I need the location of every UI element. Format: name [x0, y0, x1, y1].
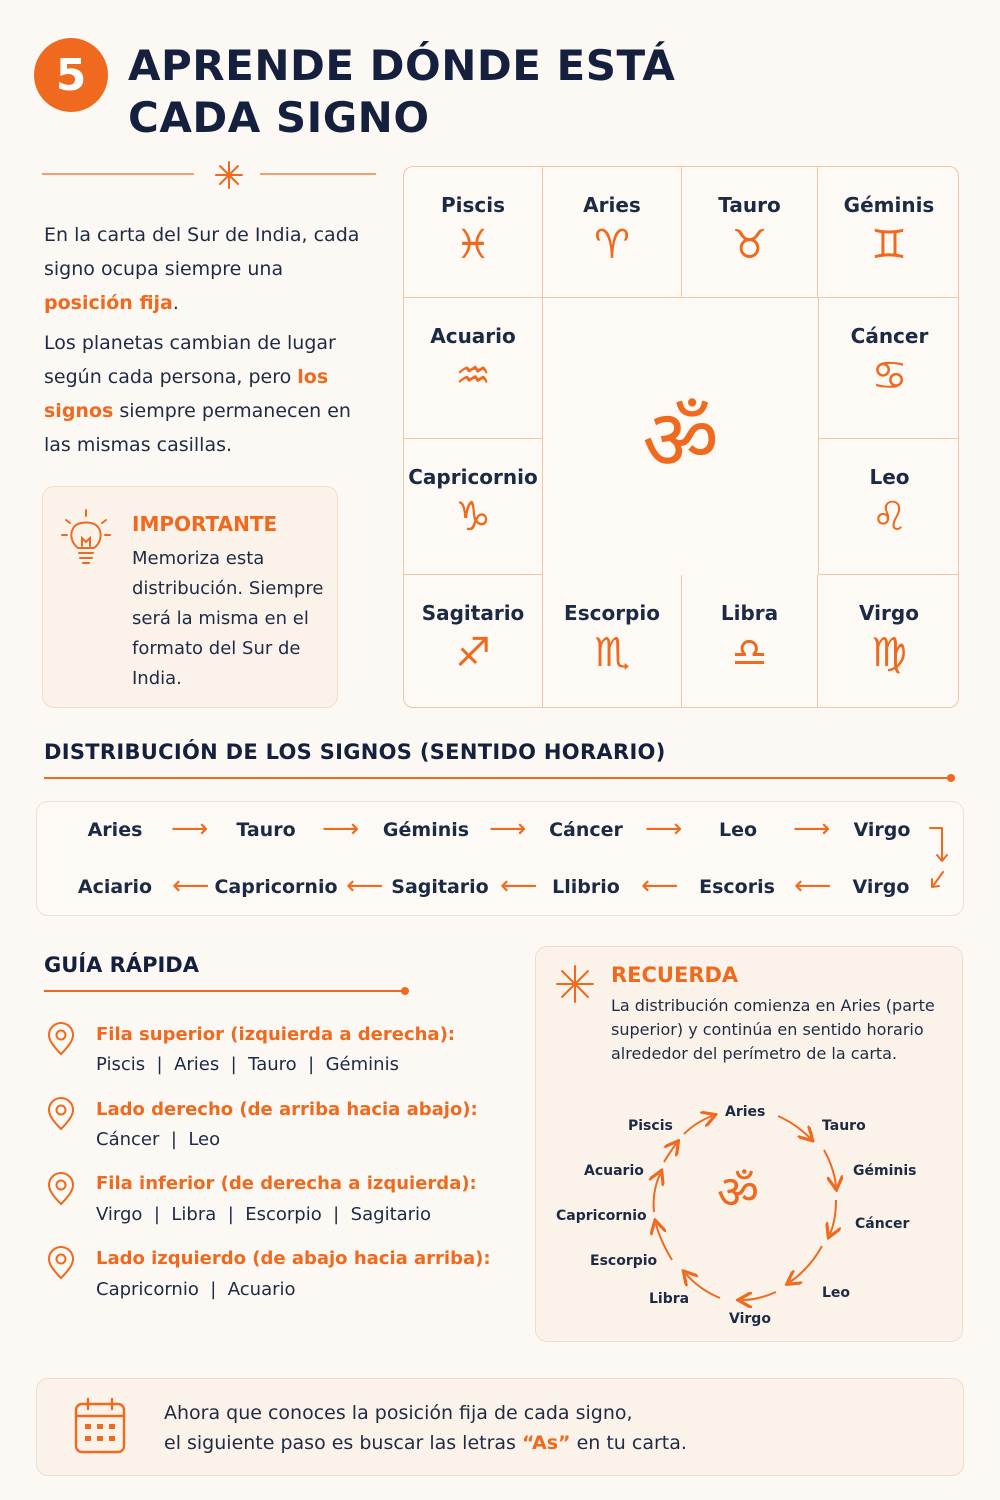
- chart-cell-geminis: Géminis ♊: [818, 167, 959, 298]
- om-symbol: ॐ: [717, 1165, 759, 1219]
- chart-cell-leo: Leo ♌: [818, 439, 959, 575]
- gemini-icon: ♊: [871, 222, 907, 268]
- guide-item-values: Virgo | Libra | Escorpio | Sagitario: [96, 1204, 432, 1225]
- step-number-badge: 5: [34, 38, 108, 112]
- footer-text: [164, 1398, 864, 1458]
- aries-icon: ♈: [594, 222, 630, 268]
- title-line-1: APRENDE DÓNDE ESTÁ: [128, 41, 676, 90]
- arrow-right-icon: ⟶: [793, 814, 831, 844]
- arrow-left-icon: ⟵: [500, 871, 538, 901]
- chart-cell-cancer: Cáncer ♋: [818, 298, 959, 439]
- important-title: IMPORTANTE: [132, 512, 278, 536]
- chart-cell-escorpio: Escorpio ♏: [543, 575, 682, 708]
- quick-guide-underline: [44, 990, 404, 992]
- chart-cell-aries: Aries ♈: [543, 167, 682, 298]
- footer-highlight: “As”: [522, 1432, 571, 1454]
- distribution-title: DISTRIBUCIÓN DE LOS SIGNOS (SENTIDO HORARIO): [44, 740, 666, 764]
- taurus-icon: ♉: [731, 222, 768, 268]
- guide-item-values: Piscis | Aries | Tauro | Géminis: [96, 1054, 399, 1075]
- page-title: [128, 40, 688, 144]
- flow-item: Virgo: [852, 876, 910, 898]
- guide-item-heading: Fila superior (izquierda a derecha):: [96, 1024, 455, 1045]
- wheel-label: Tauro: [822, 1118, 866, 1134]
- chart-cell-piscis: Piscis ♓: [404, 167, 543, 298]
- flow-item: Escoris: [699, 876, 775, 898]
- chart-center: [543, 298, 818, 575]
- arrow-right-icon: ⟶: [645, 814, 683, 844]
- wheel-label: Libra: [649, 1291, 690, 1307]
- map-pin-icon: [46, 1097, 76, 1131]
- intro-text: [44, 218, 364, 468]
- map-pin-icon: [46, 1172, 76, 1206]
- guide-item-heading: Lado derecho (de arriba hacia abajo):: [96, 1099, 478, 1120]
- cancer-icon: ♋: [871, 353, 908, 399]
- title-line-2: CADA SIGNO: [128, 93, 430, 142]
- arrow-left-icon: ⟵: [641, 871, 679, 901]
- distribution-underline: [44, 777, 950, 779]
- wheel-label: Virgo: [729, 1311, 771, 1327]
- chart-cell-virgo: Virgo ♍: [859, 601, 919, 676]
- footer-line-1: Ahora que conoces la posición fija de cada signo,: [164, 1402, 633, 1424]
- quick-guide-underline-dot: [401, 987, 409, 995]
- om-symbol: ॐ: [642, 391, 719, 489]
- arrow-left-icon: ⟵: [172, 871, 210, 901]
- important-text: Memoriza esta distribución. Siempre será la misma en el formato del Sur de India.: [132, 548, 324, 689]
- flow-item: Aciario: [77, 876, 153, 898]
- calendar-icon: [72, 1396, 128, 1460]
- chart-cell-tauro: Tauro ♉: [682, 167, 818, 298]
- distribution-underline-dot: [947, 774, 955, 782]
- chart-cell-sagitario: Sagitario ♐: [404, 575, 543, 708]
- arrow-right-icon: ⟶: [171, 814, 209, 844]
- pisces-icon: ♓: [455, 222, 491, 268]
- wheel-label: Capricornio: [556, 1208, 647, 1224]
- wheel-label: Escorpio: [590, 1253, 658, 1269]
- lightbulb-icon: [60, 508, 112, 572]
- aquarius-icon: ♒: [455, 353, 491, 399]
- flow-item: Tauro: [236, 819, 296, 841]
- sagittarius-icon: ♐: [455, 630, 491, 676]
- arrow-right-icon: ⟶: [489, 814, 527, 844]
- guide-item-heading: Lado izquierdo (de abajo hacia arriba):: [96, 1248, 491, 1269]
- flow-item: Cáncer: [549, 819, 623, 841]
- wheel-label: Géminis: [853, 1163, 917, 1179]
- remember-text: La distribución comienza en Aries (parte superior) y continúa en sentido horario alrededor del perímetro de la carta.: [611, 996, 935, 1063]
- sparkle-icon: [214, 160, 244, 194]
- wheel-label: Acuario: [584, 1163, 644, 1179]
- chart-cell-acuario: Acuario ♒: [404, 298, 543, 439]
- remember-title: RECUERDA: [611, 963, 739, 987]
- intro-paragraph-2: Los planetas cambian de lugar según cada persona, pero los signos siempre permanecen en las mismas casillas.: [44, 332, 351, 456]
- flow-item: Capricornio: [214, 876, 338, 898]
- chart-cell-libra: Libra ♎: [682, 575, 818, 708]
- quick-guide-title: GUÍA RÁPIDA: [44, 953, 199, 977]
- wheel-label: Cáncer: [855, 1216, 910, 1232]
- map-pin-icon: [46, 1246, 76, 1280]
- leo-icon: ♌: [871, 494, 908, 540]
- capricorn-icon: ♑: [455, 494, 491, 540]
- virgo-icon: ♍: [871, 630, 907, 676]
- scorpio-icon: ♏: [594, 630, 630, 676]
- wheel-label: Piscis: [628, 1118, 673, 1134]
- chart-cell-capricornio: Capricornio ♑: [404, 439, 543, 575]
- arrow-right-icon: ⟶: [322, 814, 360, 844]
- footer-line-2: el siguiente paso es buscar las letras “As” en tu carta.: [164, 1432, 687, 1454]
- guide-item-values: Capricornio | Acuario: [96, 1279, 296, 1300]
- intro-highlight-2: los signos: [44, 366, 329, 422]
- guide-item-values: Cáncer | Leo: [96, 1129, 221, 1150]
- flow-item: Leo: [718, 819, 758, 841]
- guide-item-heading: Fila inferior (de derecha a izquierda):: [96, 1173, 477, 1194]
- sparkle-icon: [555, 964, 595, 1008]
- wheel-label: Leo: [822, 1285, 851, 1301]
- south-indian-chart: [403, 166, 959, 708]
- flow-item: Aries: [87, 819, 143, 841]
- flow-item: Sagitario: [391, 876, 489, 898]
- wheel-label: Aries: [725, 1104, 766, 1120]
- divider-right: [260, 173, 376, 175]
- intro-paragraph-1: En la carta del Sur de India, cada signo ocupa siempre una posición fija.: [44, 224, 360, 314]
- libra-icon: ♎: [731, 630, 768, 676]
- arrow-left-icon: ⟵: [794, 871, 832, 901]
- flow-item: Géminis: [382, 819, 470, 841]
- map-pin-icon: [46, 1022, 76, 1056]
- flow-item: Virgo: [853, 819, 911, 841]
- turn-arrow-icon: [926, 826, 952, 894]
- divider-left: [42, 173, 194, 175]
- intro-highlight-1: posición fija: [44, 292, 173, 314]
- arrow-left-icon: ⟵: [346, 871, 384, 901]
- flow-item: Llibrio: [552, 876, 620, 898]
